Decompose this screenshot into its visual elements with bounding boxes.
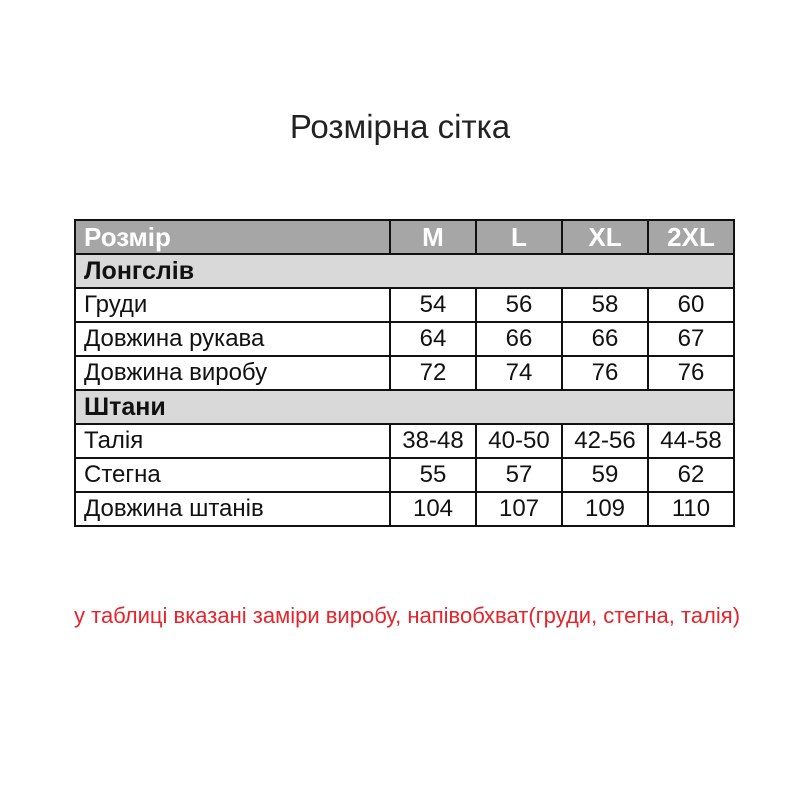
table-row [75, 458, 734, 492]
cell-value: 55 [390, 458, 476, 492]
cell-value: 66 [476, 322, 562, 356]
row-label: Стегна [75, 458, 390, 492]
cell-value: 58 [562, 288, 648, 322]
cell-value: 44-58 [648, 424, 734, 458]
header-size-2xl: 2XL [648, 220, 734, 254]
cell-value: 104 [390, 492, 476, 526]
row-label: Довжина штанів [75, 492, 390, 526]
section-title: Штани [75, 390, 734, 424]
cell-value: 76 [648, 356, 734, 390]
row-label: Груди [75, 288, 390, 322]
section-title: Лонгслів [75, 254, 734, 288]
header-size-label: Розмір [75, 220, 390, 254]
table-row [75, 322, 734, 356]
cell-value: 57 [476, 458, 562, 492]
cell-value: 38-48 [390, 424, 476, 458]
table-row [75, 288, 734, 322]
cell-value: 54 [390, 288, 476, 322]
cell-value: 74 [476, 356, 562, 390]
cell-value: 109 [562, 492, 648, 526]
cell-value: 62 [648, 458, 734, 492]
cell-value: 56 [476, 288, 562, 322]
cell-value: 67 [648, 322, 734, 356]
cell-value: 42-56 [562, 424, 648, 458]
row-label: Довжина рукава [75, 322, 390, 356]
cell-value: 107 [476, 492, 562, 526]
table-row [75, 492, 734, 526]
cell-value: 76 [562, 356, 648, 390]
section-row-longsleeve [75, 254, 734, 288]
table-row [75, 424, 734, 458]
cell-value: 64 [390, 322, 476, 356]
section-row-pants [75, 390, 734, 424]
cell-value: 60 [648, 288, 734, 322]
cell-value: 110 [648, 492, 734, 526]
row-label: Довжина виробу [75, 356, 390, 390]
measurement-note: у таблиці вказані заміри виробу, напівобхват(груди, стегна, талія) [74, 603, 741, 628]
table-row [75, 356, 734, 390]
table-header-row [75, 220, 734, 254]
header-size-m: M [390, 220, 476, 254]
cell-value: 59 [562, 458, 648, 492]
header-size-xl: XL [562, 220, 648, 254]
row-label: Талія [75, 424, 390, 458]
page-title: Розмірна сітка [289, 108, 511, 145]
cell-value: 66 [562, 322, 648, 356]
size-chart-table [74, 219, 735, 527]
cell-value: 72 [390, 356, 476, 390]
header-size-l: L [476, 220, 562, 254]
cell-value: 40-50 [476, 424, 562, 458]
